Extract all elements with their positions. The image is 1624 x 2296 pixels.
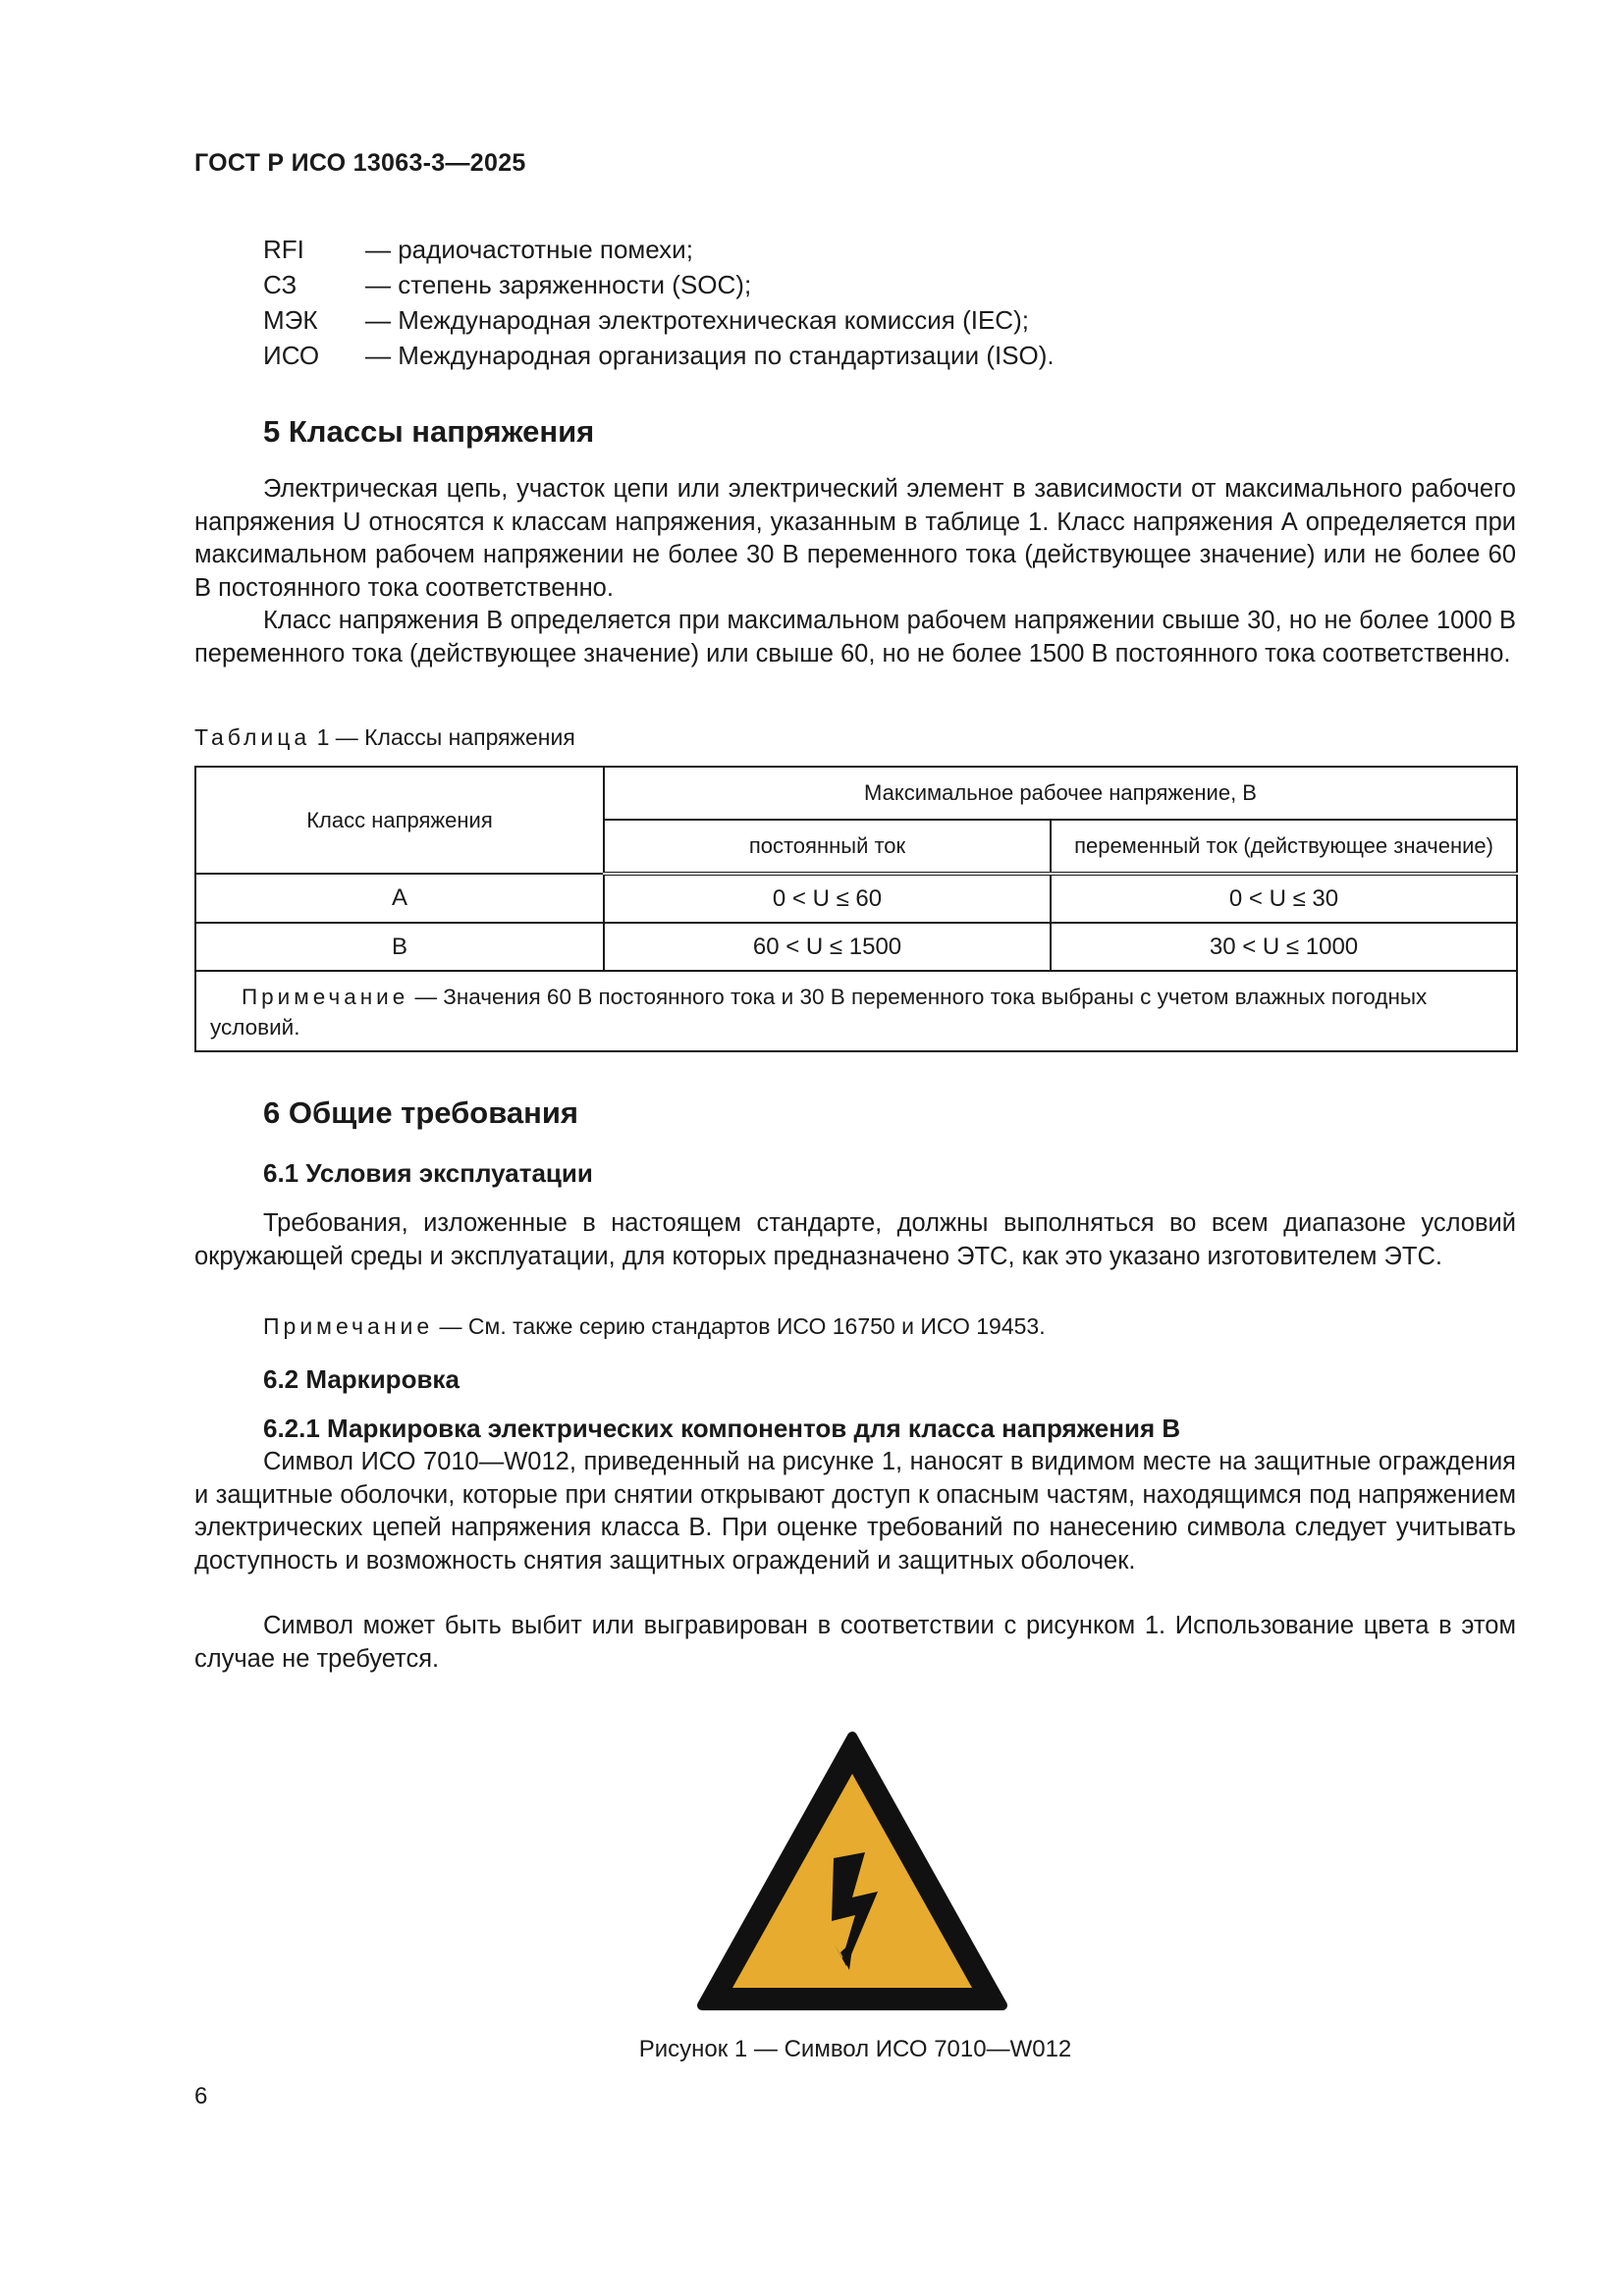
abbreviation-item <box>263 267 1055 302</box>
abbreviation-value: — Международная электротехническая комиссия (IEC); <box>365 305 1029 335</box>
abbreviation-item <box>263 232 1055 267</box>
section-6-1-paragraph: Требования, изложенные в настоящем стандарте, должны выполняться во всем диапазоне условий окружающей среды и эксплуатации, для которых предназначено ЭТС, как это указано изготовителем ЭТС. <box>194 1209 1516 1270</box>
section-5-paragraph-1: Электрическая цепь, участок цепи или электрический элемент в зависимости от максимального рабочего напряжения U относятся к классам напряжения, указанным в таблице 1. Класс напряжения А определяется при максимальном рабочем напряжении не более 30 В переменного тока (действующее значение) или не более 60 В постоянного тока соответственно. <box>194 475 1516 602</box>
section-5-title: 5 Классы напряжения <box>263 414 595 449</box>
column-header-ac: переменный ток (действующее значение) <box>1051 820 1517 874</box>
table-row <box>195 874 1517 923</box>
section-6-2-1-paragraph-2: Символ может быть выбит или выгравирован в соответствии с рисунком 1. Использование цвета в этом случае не требуется. <box>194 1612 1516 1673</box>
abbreviation-item <box>263 302 1055 338</box>
table-caption <box>194 724 575 751</box>
section-6-2-1-paragraph-1: Символ ИСО 7010—W012, приведенный на рисунке 1, наносят в видимом месте на защитные ограждения и защитные оболочки, которые при снятии открывают доступ к опасным частям, находящимся под напряжением электрических цепей напряжения класса В. При оценке требований по нанесению символа следует учитывать доступность и возможность снятия защитных ограждений и защитных оболочек. <box>194 1448 1516 1575</box>
subsection-6-2-1-title: 6.2.1 Маркировка электрических компонентов для класса напряжения В <box>263 1414 1181 1443</box>
table-row <box>195 923 1517 971</box>
cell-dc: 0 < U ≤ 60 <box>604 874 1051 923</box>
abbreviation-item <box>263 338 1055 373</box>
figure-1 <box>696 1731 1008 2011</box>
figure-caption: Рисунок 1 — Символ ИСО 7010—W012 <box>638 2036 1072 2062</box>
abbreviation-key: ИСО <box>263 341 320 370</box>
cell-ac: 0 < U ≤ 30 <box>1051 874 1517 923</box>
abbreviation-list <box>263 232 1055 373</box>
table-caption-text: 1 — Классы напряжения <box>310 724 575 750</box>
abbreviation-key: СЗ <box>263 270 298 299</box>
voltage-class-table <box>194 766 1518 1052</box>
column-header-class: Класс напряжения <box>195 767 604 874</box>
subsection-6-1-title: 6.1 Условия эксплуатации <box>263 1158 593 1188</box>
document-header: ГОСТ Р ИСО 13063-3—2025 <box>194 149 526 177</box>
table-note-label: Примечание <box>242 985 409 1009</box>
column-header-max-voltage: Максимальное рабочее напряжение, В <box>604 767 1517 820</box>
note-label: Примечание <box>263 1313 434 1339</box>
abbreviation-value: — степень заряженности (SOC); <box>365 270 752 299</box>
cell-class: А <box>195 874 604 923</box>
cell-dc: 60 < U ≤ 1500 <box>604 923 1051 971</box>
abbreviation-value: — радиочастотные помехи; <box>365 235 693 264</box>
table-note <box>195 971 1517 1051</box>
abbreviation-value: — Международная организация по стандартизации (ISO). <box>365 341 1055 370</box>
abbreviation-key: МЭК <box>263 305 318 335</box>
cell-class: В <box>195 923 604 971</box>
section-6-title: 6 Общие требования <box>263 1095 578 1130</box>
section-6-1-note <box>263 1313 1046 1340</box>
abbreviation-key: RFI <box>263 235 304 264</box>
page-number: 6 <box>194 2083 208 2109</box>
high-voltage-warning-icon <box>696 1731 1008 2011</box>
section-5-paragraph-2: Класс напряжения В определяется при максимальном рабочем напряжении свыше 30, но не более 1000 В переменного тока (действующее значение) или свыше 60, но не более 1500 В постоянного тока соответственно. <box>194 607 1516 667</box>
subsection-6-2-title: 6.2 Маркировка <box>263 1364 460 1394</box>
note-text: — См. также серию стандартов ИСО 16750 и ИСО 19453. <box>433 1313 1046 1339</box>
table-caption-label: Таблица <box>194 724 311 750</box>
column-header-dc: постоянный ток <box>604 820 1051 874</box>
table-note-text: — Значения 60 В постоянного тока и 30 В переменного тока выбраны с учетом влажных погодных условий. <box>210 985 1428 1040</box>
cell-ac: 30 < U ≤ 1000 <box>1051 923 1517 971</box>
